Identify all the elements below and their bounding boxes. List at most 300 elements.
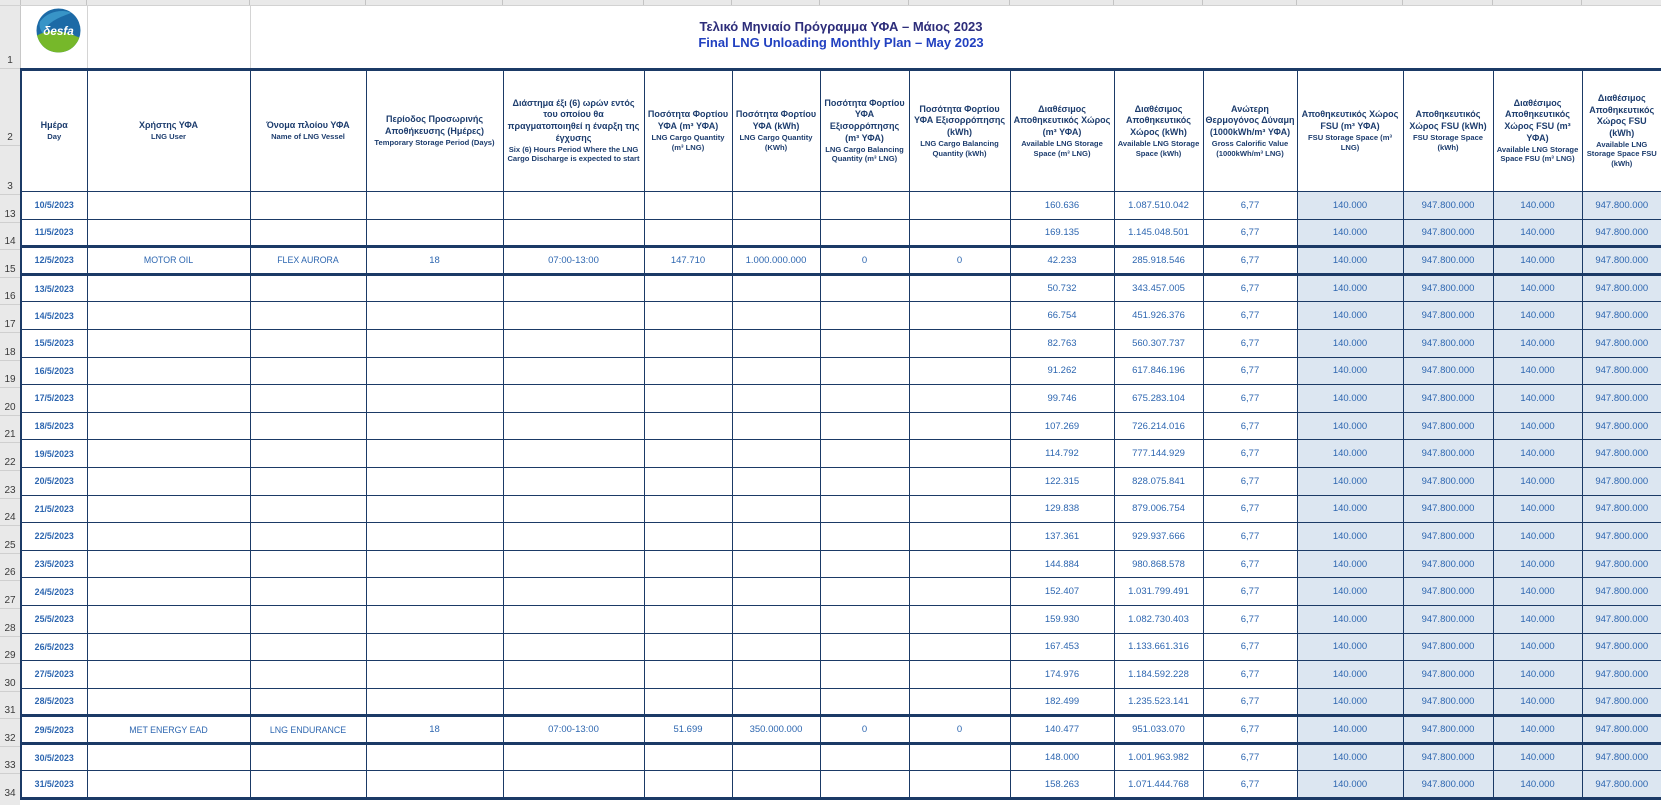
table-cell[interactable] [87,329,250,357]
table-cell[interactable] [732,550,820,578]
table-cell[interactable] [503,605,644,633]
table-cell[interactable]: 947.800.000 [1403,467,1493,495]
table-cell[interactable] [732,385,820,413]
table-cell[interactable] [503,495,644,523]
table-cell[interactable] [503,357,644,385]
table-cell[interactable]: 617.846.196 [1114,357,1203,385]
table-cell[interactable] [644,743,732,771]
table-cell[interactable] [644,192,732,220]
table-cell[interactable]: 947.800.000 [1403,743,1493,771]
table-cell[interactable] [644,633,732,661]
table-cell[interactable] [87,605,250,633]
table-cell[interactable]: 947.800.000 [1403,440,1493,468]
table-cell[interactable]: 6,77 [1203,716,1297,744]
table-cell[interactable]: 777.144.929 [1114,440,1203,468]
table-cell[interactable]: 140.000 [1297,274,1403,302]
table-cell[interactable]: 140.000 [1297,247,1403,275]
table-cell[interactable] [87,661,250,689]
table-cell[interactable] [366,578,503,606]
row-number[interactable]: 17 [0,304,20,332]
column-header-6[interactable] [644,70,732,192]
row-number[interactable]: 21 [0,415,20,443]
table-cell[interactable]: 947.800.000 [1403,357,1493,385]
table-cell[interactable]: 26/5/2023 [21,633,87,661]
row-number[interactable]: 27 [0,580,20,608]
table-cell[interactable]: 31/5/2023 [21,771,87,799]
table-cell[interactable] [366,274,503,302]
table-cell[interactable] [732,467,820,495]
table-cell[interactable] [366,688,503,716]
table-cell[interactable]: 160.636 [1010,192,1114,220]
table-cell[interactable]: 6,77 [1203,440,1297,468]
table-cell[interactable]: 140.000 [1297,219,1403,247]
table-cell[interactable] [87,633,250,661]
table-cell[interactable]: 1.087.510.042 [1114,192,1203,220]
table-cell[interactable] [644,550,732,578]
table-cell[interactable] [732,633,820,661]
table-cell[interactable] [732,523,820,551]
table-cell[interactable] [909,412,1010,440]
table-cell[interactable] [909,495,1010,523]
table-cell[interactable]: 16/5/2023 [21,357,87,385]
table-cell[interactable] [250,467,366,495]
table-cell[interactable] [820,302,909,330]
table-cell[interactable] [366,385,503,413]
table-cell[interactable]: 560.307.737 [1114,329,1203,357]
table-cell[interactable] [503,329,644,357]
row-number[interactable]: 13 [0,194,20,222]
table-cell[interactable]: 675.283.104 [1114,385,1203,413]
table-cell[interactable]: 1.235.523.141 [1114,688,1203,716]
table-cell[interactable] [820,771,909,799]
table-cell[interactable] [250,605,366,633]
table-cell[interactable]: 140.000 [1493,329,1582,357]
table-cell[interactable] [366,771,503,799]
table-cell[interactable] [87,412,250,440]
table-cell[interactable] [909,605,1010,633]
row-number[interactable]: 25 [0,525,20,553]
table-cell[interactable] [87,219,250,247]
table-cell[interactable]: 07:00-13:00 [503,247,644,275]
table-cell[interactable] [820,495,909,523]
table-cell[interactable] [909,192,1010,220]
table-cell[interactable]: 140.000 [1493,578,1582,606]
table-cell[interactable]: 140.000 [1297,523,1403,551]
table-cell[interactable]: 947.800.000 [1582,605,1661,633]
table-cell[interactable]: 1.031.799.491 [1114,578,1203,606]
table-cell[interactable]: 1.001.963.982 [1114,743,1203,771]
table-cell[interactable]: 947.800.000 [1403,412,1493,440]
table-cell[interactable] [250,633,366,661]
table-cell[interactable]: 0 [820,716,909,744]
table-cell[interactable] [87,771,250,799]
column-header-7[interactable] [732,70,820,192]
table-cell[interactable] [366,633,503,661]
table-cell[interactable] [644,771,732,799]
table-cell[interactable] [250,385,366,413]
table-cell[interactable] [820,440,909,468]
table-cell[interactable] [732,743,820,771]
table-cell[interactable]: 140.000 [1493,661,1582,689]
table-cell[interactable] [909,688,1010,716]
table-cell[interactable] [503,771,644,799]
row-number[interactable]: 29 [0,636,20,664]
table-cell[interactable]: 6,77 [1203,302,1297,330]
table-cell[interactable] [366,605,503,633]
table-cell[interactable]: 147.710 [644,247,732,275]
table-cell[interactable]: 947.800.000 [1582,412,1661,440]
title-row[interactable] [20,5,1661,68]
table-cell[interactable]: 28/5/2023 [21,688,87,716]
table-cell[interactable]: 140.000 [1297,550,1403,578]
table-cell[interactable]: 947.800.000 [1403,274,1493,302]
table-cell[interactable] [909,467,1010,495]
table-cell[interactable]: 140.477 [1010,716,1114,744]
table-cell[interactable]: 6,77 [1203,192,1297,220]
table-cell[interactable]: 947.800.000 [1582,716,1661,744]
table-cell[interactable]: 0 [820,247,909,275]
table-cell[interactable]: 6,77 [1203,605,1297,633]
table-cell[interactable]: 12/5/2023 [21,247,87,275]
table-cell[interactable]: LNG ENDURANCE [250,716,366,744]
row-number[interactable]: 3 [0,145,20,194]
table-cell[interactable]: 951.033.070 [1114,716,1203,744]
column-header-1[interactable] [21,70,87,192]
table-cell[interactable] [820,633,909,661]
table-cell[interactable]: 18 [366,716,503,744]
table-cell[interactable]: 947.800.000 [1582,357,1661,385]
column-header-5[interactable] [503,70,644,192]
table-cell[interactable] [732,357,820,385]
table-cell[interactable] [503,688,644,716]
table-cell[interactable]: 929.937.666 [1114,523,1203,551]
table-cell[interactable] [250,329,366,357]
table-cell[interactable]: 6,77 [1203,771,1297,799]
table-cell[interactable]: 140.000 [1493,440,1582,468]
row-number[interactable]: 30 [0,663,20,691]
table-cell[interactable] [644,661,732,689]
table-cell[interactable]: 1.184.592.228 [1114,661,1203,689]
column-header-3[interactable] [250,70,366,192]
table-cell[interactable] [366,743,503,771]
table-cell[interactable]: 19/5/2023 [21,440,87,468]
table-cell[interactable]: 6,77 [1203,495,1297,523]
row-number[interactable]: 2 [0,68,20,145]
table-cell[interactable] [820,192,909,220]
table-cell[interactable]: 947.800.000 [1582,523,1661,551]
table-cell[interactable]: 140.000 [1297,495,1403,523]
table-cell[interactable] [503,467,644,495]
table-cell[interactable]: 129.838 [1010,495,1114,523]
table-cell[interactable]: 18 [366,247,503,275]
table-cell[interactable] [250,578,366,606]
table-cell[interactable] [366,302,503,330]
table-cell[interactable]: 140.000 [1297,329,1403,357]
table-cell[interactable]: 140.000 [1297,743,1403,771]
table-cell[interactable] [366,329,503,357]
table-cell[interactable]: 6,77 [1203,412,1297,440]
table-cell[interactable] [732,192,820,220]
table-cell[interactable] [644,357,732,385]
table-cell[interactable] [250,357,366,385]
table-cell[interactable]: 0 [909,247,1010,275]
table-cell[interactable]: 140.000 [1297,578,1403,606]
table-cell[interactable]: 947.800.000 [1582,550,1661,578]
table-cell[interactable]: 947.800.000 [1582,192,1661,220]
table-cell[interactable]: 20/5/2023 [21,467,87,495]
table-cell[interactable]: 6,77 [1203,633,1297,661]
table-cell[interactable]: 10/5/2023 [21,192,87,220]
table-cell[interactable]: 23/5/2023 [21,550,87,578]
table-cell[interactable]: 6,77 [1203,661,1297,689]
table-cell[interactable]: 13/5/2023 [21,274,87,302]
table-cell[interactable]: 947.800.000 [1403,633,1493,661]
table-cell[interactable]: 350.000.000 [732,716,820,744]
table-cell[interactable]: 140.000 [1297,440,1403,468]
table-cell[interactable]: 91.262 [1010,357,1114,385]
column-header-16[interactable] [1582,70,1661,192]
row-number[interactable]: 20 [0,387,20,415]
table-cell[interactable]: 22/5/2023 [21,523,87,551]
table-cell[interactable] [909,440,1010,468]
table-cell[interactable] [503,219,644,247]
column-header-9[interactable] [909,70,1010,192]
table-cell[interactable]: 140.000 [1493,247,1582,275]
column-header-4[interactable] [366,70,503,192]
table-cell[interactable] [87,688,250,716]
table-cell[interactable]: MOTOR OIL [87,247,250,275]
table-cell[interactable] [87,385,250,413]
table-cell[interactable]: 158.263 [1010,771,1114,799]
table-cell[interactable]: 140.000 [1493,467,1582,495]
table-cell[interactable]: 947.800.000 [1582,247,1661,275]
table-cell[interactable] [87,357,250,385]
table-cell[interactable]: 947.800.000 [1403,716,1493,744]
table-cell[interactable]: 140.000 [1493,385,1582,413]
column-header-8[interactable] [820,70,909,192]
table-cell[interactable]: 122.315 [1010,467,1114,495]
table-cell[interactable]: 140.000 [1493,716,1582,744]
table-cell[interactable]: 140.000 [1297,716,1403,744]
table-cell[interactable]: 99.746 [1010,385,1114,413]
table-cell[interactable]: MET ENERGY EAD [87,716,250,744]
table-cell[interactable]: 6,77 [1203,523,1297,551]
table-cell[interactable] [820,578,909,606]
table-cell[interactable] [644,302,732,330]
table-cell[interactable]: 140.000 [1493,550,1582,578]
table-cell[interactable]: 6,77 [1203,467,1297,495]
row-number[interactable]: 31 [0,691,20,719]
table-cell[interactable] [909,329,1010,357]
table-cell[interactable] [503,661,644,689]
table-cell[interactable] [820,743,909,771]
table-cell[interactable]: 6,77 [1203,219,1297,247]
table-cell[interactable] [87,302,250,330]
table-cell[interactable]: 140.000 [1297,633,1403,661]
table-cell[interactable] [366,523,503,551]
table-cell[interactable]: 6,77 [1203,274,1297,302]
column-header-13[interactable] [1297,70,1403,192]
table-cell[interactable]: 0 [909,716,1010,744]
column-header-14[interactable] [1403,70,1493,192]
table-cell[interactable] [503,440,644,468]
table-cell[interactable] [250,274,366,302]
table-cell[interactable] [250,743,366,771]
table-cell[interactable]: 947.800.000 [1582,274,1661,302]
table-cell[interactable]: 947.800.000 [1582,219,1661,247]
table-cell[interactable]: 1.082.730.403 [1114,605,1203,633]
table-cell[interactable]: 6,77 [1203,688,1297,716]
column-header-2[interactable] [87,70,250,192]
table-cell[interactable] [644,495,732,523]
table-cell[interactable]: 947.800.000 [1403,661,1493,689]
table-cell[interactable] [87,274,250,302]
table-cell[interactable] [644,467,732,495]
table-cell[interactable] [909,661,1010,689]
table-cell[interactable]: 6,77 [1203,329,1297,357]
table-cell[interactable]: 1.145.048.501 [1114,219,1203,247]
table-cell[interactable]: 182.499 [1010,688,1114,716]
table-cell[interactable]: 1.133.661.316 [1114,633,1203,661]
row-number[interactable]: 15 [0,249,20,277]
table-cell[interactable]: 159.930 [1010,605,1114,633]
table-cell[interactable] [732,329,820,357]
table-cell[interactable] [644,219,732,247]
table-cell[interactable] [503,385,644,413]
table-cell[interactable] [732,688,820,716]
table-cell[interactable] [503,633,644,661]
table-cell[interactable]: 947.800.000 [1582,771,1661,799]
table-cell[interactable] [732,302,820,330]
table-cell[interactable] [732,219,820,247]
column-header-11[interactable] [1114,70,1203,192]
table-cell[interactable]: 947.800.000 [1582,302,1661,330]
table-cell[interactable] [820,357,909,385]
table-cell[interactable]: 980.868.578 [1114,550,1203,578]
table-cell[interactable] [87,578,250,606]
table-cell[interactable] [87,550,250,578]
table-cell[interactable]: 947.800.000 [1403,550,1493,578]
table-cell[interactable]: 107.269 [1010,412,1114,440]
table-cell[interactable]: 947.800.000 [1403,329,1493,357]
table-cell[interactable] [732,771,820,799]
table-cell[interactable]: 1.000.000.000 [732,247,820,275]
row-number[interactable]: 22 [0,442,20,470]
table-cell[interactable] [732,661,820,689]
table-cell[interactable]: 6,77 [1203,247,1297,275]
table-cell[interactable] [366,412,503,440]
table-cell[interactable]: 947.800.000 [1582,329,1661,357]
table-cell[interactable] [87,743,250,771]
table-cell[interactable]: 947.800.000 [1403,605,1493,633]
table-cell[interactable]: 451.926.376 [1114,302,1203,330]
table-cell[interactable]: 140.000 [1297,661,1403,689]
row-number[interactable]: 18 [0,332,20,360]
table-cell[interactable]: 140.000 [1297,688,1403,716]
table-cell[interactable]: 27/5/2023 [21,661,87,689]
table-cell[interactable]: 140.000 [1493,219,1582,247]
row-number[interactable]: 33 [0,746,20,774]
table-cell[interactable]: 879.006.754 [1114,495,1203,523]
column-header-12[interactable] [1203,70,1297,192]
table-cell[interactable] [366,219,503,247]
row-number[interactable]: 14 [0,222,20,250]
table-cell[interactable]: 140.000 [1493,357,1582,385]
table-cell[interactable]: 947.800.000 [1403,578,1493,606]
table-cell[interactable] [366,550,503,578]
column-header-10[interactable] [1010,70,1114,192]
table-cell[interactable]: 947.800.000 [1582,467,1661,495]
table-cell[interactable]: FLEX AURORA [250,247,366,275]
table-cell[interactable]: 6,77 [1203,743,1297,771]
table-cell[interactable] [644,605,732,633]
table-cell[interactable] [503,743,644,771]
table-cell[interactable]: 152.407 [1010,578,1114,606]
table-cell[interactable]: 947.800.000 [1403,385,1493,413]
table-cell[interactable]: 6,77 [1203,357,1297,385]
table-cell[interactable]: 140.000 [1297,467,1403,495]
table-cell[interactable] [820,688,909,716]
table-cell[interactable] [366,495,503,523]
table-cell[interactable] [909,550,1010,578]
table-cell[interactable] [644,274,732,302]
table-cell[interactable]: 50.732 [1010,274,1114,302]
table-cell[interactable]: 114.792 [1010,440,1114,468]
table-cell[interactable]: 18/5/2023 [21,412,87,440]
column-header-15[interactable] [1493,70,1582,192]
table-cell[interactable] [503,302,644,330]
table-cell[interactable]: 07:00-13:00 [503,716,644,744]
table-cell[interactable]: 167.453 [1010,633,1114,661]
row-number[interactable]: 16 [0,277,20,305]
table-cell[interactable]: 140.000 [1297,412,1403,440]
table-cell[interactable] [820,274,909,302]
table-cell[interactable] [820,412,909,440]
table-cell[interactable] [644,440,732,468]
table-cell[interactable] [250,302,366,330]
table-cell[interactable]: 66.754 [1010,302,1114,330]
table-cell[interactable] [250,412,366,440]
table-cell[interactable] [909,302,1010,330]
table-cell[interactable]: 42.233 [1010,247,1114,275]
table-cell[interactable]: 947.800.000 [1403,771,1493,799]
table-cell[interactable]: 140.000 [1493,412,1582,440]
row-number[interactable]: 19 [0,360,20,388]
table-cell[interactable] [732,274,820,302]
table-cell[interactable]: 947.800.000 [1582,661,1661,689]
table-cell[interactable] [250,192,366,220]
table-cell[interactable] [644,385,732,413]
table-cell[interactable]: 947.800.000 [1582,495,1661,523]
row-number[interactable]: 1 [7,55,13,66]
table-cell[interactable]: 169.135 [1010,219,1114,247]
row-number[interactable]: 28 [0,608,20,636]
table-cell[interactable] [250,495,366,523]
table-cell[interactable] [503,523,644,551]
table-cell[interactable] [909,385,1010,413]
row-number[interactable]: 26 [0,553,20,581]
row-number[interactable]: 24 [0,498,20,526]
table-cell[interactable] [644,412,732,440]
table-cell[interactable]: 947.800.000 [1403,247,1493,275]
table-cell[interactable] [909,771,1010,799]
table-cell[interactable] [909,633,1010,661]
table-cell[interactable] [503,274,644,302]
table-cell[interactable]: 140.000 [1493,605,1582,633]
row-number[interactable]: 32 [0,718,20,746]
table-cell[interactable] [87,192,250,220]
table-cell[interactable]: 6,77 [1203,578,1297,606]
